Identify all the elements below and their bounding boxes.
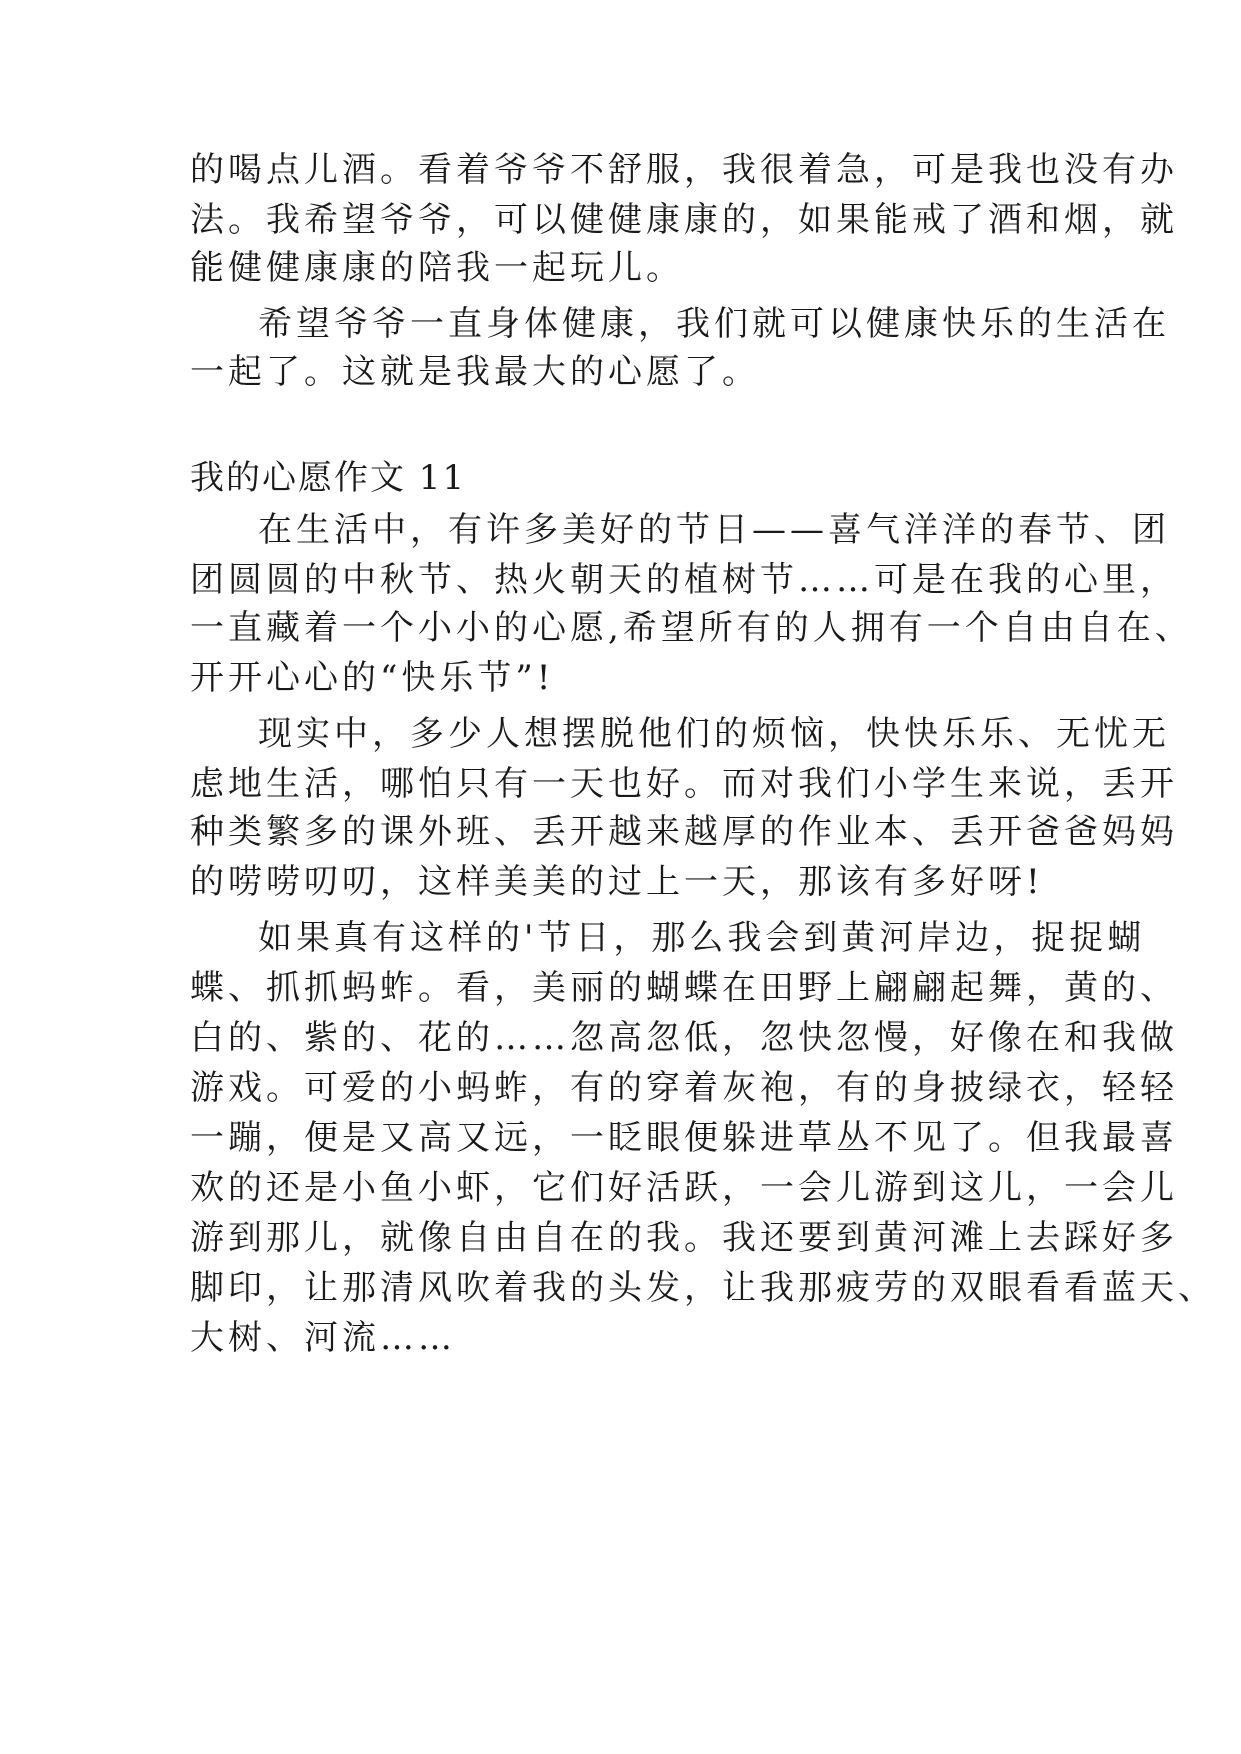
body-line: 游戏。可爱的小蚂蚱，有的穿着灰袍，有的身披绿衣，轻轻 bbox=[190, 1068, 1178, 1108]
body-line: 大树、河流…… bbox=[190, 1318, 456, 1358]
section-title: 我的心愿作文 11 bbox=[190, 458, 467, 498]
body-line: 虑地生活，哪怕只有一天也好。而对我们小学生来说，丢开 bbox=[190, 764, 1178, 804]
body-line: 希望爷爷一直身体健康，我们就可以健康快乐的生活在 bbox=[258, 304, 1170, 344]
body-line: 游到那儿，就像自由自在的我。我还要到黄河滩上去踩好多 bbox=[190, 1218, 1178, 1258]
body-line: 欢的还是小鱼小虾，它们好活跃，一会儿游到这儿，一会儿 bbox=[190, 1168, 1178, 1208]
body-line: 在生活中，有许多美好的节日——喜气洋洋的春节、团 bbox=[258, 510, 1170, 550]
body-line: 现实中，多少人想摆脱他们的烦恼，快快乐乐、无忧无 bbox=[258, 714, 1170, 754]
body-line: 种类繁多的课外班、丢开越来越厚的作业本、丢开爸爸妈妈 bbox=[190, 812, 1178, 852]
body-line: 团圆圆的中秋节、热火朝天的植树节……可是在我的心里， bbox=[190, 560, 1178, 600]
body-line: 一起了。这就是我最大的心愿了。 bbox=[190, 352, 760, 392]
body-line: 如果真有这样的'节日，那么我会到黄河岸边，捉捉蝴 bbox=[258, 918, 1146, 958]
body-line: 的喝点儿酒。看着爷爷不舒服，我很着急，可是我也没有办 bbox=[190, 150, 1178, 190]
body-line: 的唠唠叨叨，这样美美的过上一天，那该有多好呀! bbox=[190, 862, 1044, 902]
body-line: 白的、紫的、花的……忽高忽低，忽快忽慢，好像在和我做 bbox=[190, 1018, 1178, 1058]
body-line: 一直藏着一个小小的心愿,希望所有的人拥有一个自由自在、 bbox=[190, 608, 1193, 648]
body-line: 蝶、抓抓蚂蚱。看，美丽的蝴蝶在田野上翩翩起舞，黄的、 bbox=[190, 968, 1178, 1008]
body-line: 法。我希望爷爷，可以健健康康的，如果能戒了酒和烟，就 bbox=[190, 200, 1178, 240]
body-line: 开开心心的“快乐节”! bbox=[190, 658, 555, 698]
body-line: 脚印，让那清风吹着我的头发，让我那疲劳的双眼看看蓝天、 bbox=[190, 1268, 1216, 1308]
body-line: 一蹦，便是又高又远，一眨眼便躲进草丛不见了。但我最喜 bbox=[190, 1118, 1178, 1158]
body-line: 能健健康康的陪我一起玩儿。 bbox=[190, 248, 684, 288]
